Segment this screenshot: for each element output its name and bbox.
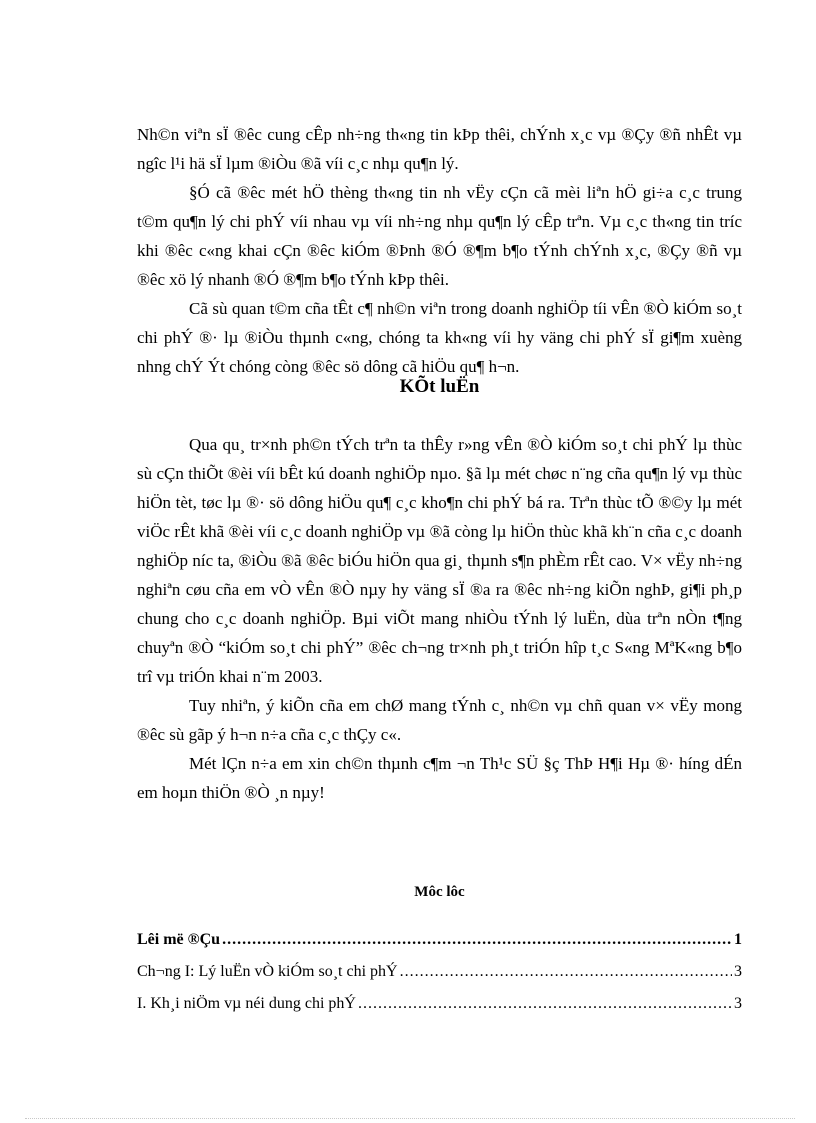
toc-dot-leader	[400, 963, 732, 981]
paragraph-staff-attention: Cã sù quan t©m cña tÊt c¶ nh©n viªn trong doanh nghiÖp tíi vÊn ®Ò kiÓm so¸t chi phÝ ®· lµ ®iÒu thµnh c«ng, chóng ta kh«ng víi hy väng chi phÝ sÏ gi¶m xuèng nhng chÝ Ýt chóng còng ®êc sö dông cã hiÖu qu¶ h¬n.	[137, 299, 742, 376]
paragraph-staff-info: Nh©n viªn sÏ ®êc cung cÊp nh÷ng th«ng tin kÞp thêi, chÝnh x¸c vµ ®Çy ®ñ nhÊt vµ ngîc l¹i hä sÏ lµm ®iÒu ®ã víi c¸c nhµ qu¶n lý.	[137, 125, 742, 173]
toc-entry-page: 3	[734, 963, 742, 980]
toc-entry-page: 1	[734, 931, 742, 948]
toc-entry-chapter-1[interactable]	[137, 963, 742, 995]
paragraph-analysis: Qua qu¸ tr×nh ph©n tÝch trªn ta thÊy r»ng vÊn ®Ò kiÓm so¸t chi phÝ lµ thùc sù cÇn thiÕt ®èi víi bÊt kú doanh nghiÖp nµo. §ã lµ mét chøc n¨ng cña qu¶n lý vµ thùc hiÖn tèt, tøc lµ ®· sö dông hiÖu qu¶ c¸c kho¶n chi phÝ bá ra. Trªn thùc tÕ ®©y lµ mét viÖc rÊt khã ®èi víi c¸c doanh nghiÖp vµ ®ã còng lµ hiÖn thùc khã kh¨n cña c¸c doanh nghiÖp níc ta, ®iÒu ®ã ®êc biÓu hiÖn qua gi¸ thµnh s¶n phÈm rÊt cao. V× vËy nh÷ng nghiªn cøu cña em vÒ vÊn ®Ò nµy hy väng sÏ ®a ra ®êc nh÷ng kiÕn nghÞ, gi¶i ph¸p chung cho c¸c doanh nghiÖp. Bµi viÕt mang nhiÒu tÝnh lý luËn, dùa trªn nÒn t¶ng chuyªn ®Ò “kiÓm so¸t chi phÝ” ®êc ch¬ng tr×nh ph¸t triÓn hîp t¸c S«ng MªK«ng b¶o trî vµ triÓn khai n¨m 2003.	[137, 435, 742, 686]
paragraph-opinion: Tuy nhiªn, ý kiÕn cña em chØ mang tÝnh c¸ nh©n vµ chñ quan v× vËy mong ®êc sù gãp ý h¬n n÷a cña c¸c thÇy c«.	[137, 696, 742, 744]
toc-title: Môc lôc	[414, 884, 465, 900]
toc-entry-label: Lêi më ®Çu	[137, 931, 221, 948]
toc-entry-label: Ch¬ng I: Lý luËn vÒ kiÓm so¸t chi phÝ	[137, 963, 398, 980]
toc-entry-label: I. Kh¸i niÖm vµ néi dung chi phÝ	[137, 995, 356, 1012]
closing-section	[137, 120, 742, 381]
toc-dot-leader	[358, 995, 732, 1013]
conclusion-heading: KÕt luËn	[399, 376, 480, 397]
page-bottom-divider	[25, 1118, 795, 1119]
toc-dot-leader	[222, 931, 732, 949]
toc-entry-page: 3	[734, 995, 742, 1012]
paragraph-info-system: §Ó cã ®êc mét hÖ thèng th«ng tin nh vËy cÇn cã mèi liªn hÖ gi÷a c¸c trung t©m qu¶n lý chi phÝ víi nhau vµ víi nh÷ng nhµ qu¶n lý cÊp trªn. Vµ c¸c th«ng tin tríc khi ®êc c«ng khai cÇn ®êc kiÓm ®Þnh ®Ó ®¶m b¶o tÝnh chÝnh x¸c, ®Çy ®ñ vµ ®êc xö lý nhanh ®Ó ®¶m b¶o tÝnh kÞp thêi.	[137, 183, 742, 289]
conclusion-section	[137, 430, 742, 807]
table-of-contents	[137, 931, 742, 1027]
paragraph-thanks: Mét lÇn n÷a em xin ch©n thµnh c¶m ¬n Th¹c SÜ §ç ThÞ H¶i Hµ ®· híng dÉn em hoµn thiÖn ®Ò ¸n nµy!	[137, 754, 742, 802]
toc-entry-introduction[interactable]	[137, 931, 742, 963]
toc-entry-section-1[interactable]	[137, 995, 742, 1027]
